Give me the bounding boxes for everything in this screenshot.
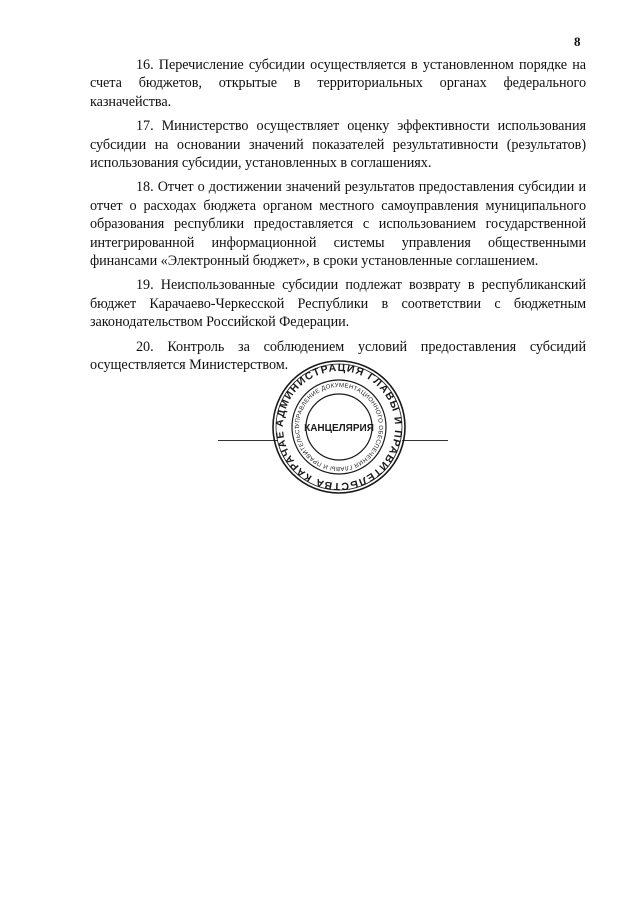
page-number: 8: [574, 34, 581, 49]
paragraph-18: 18. Отчет о достижении значений результатов предоставления субсидии и отчет о расходах бюджета органом местного самоуправления муниципального образования республики предоставляется с использованием государственной интегрированной информационной системы управления общественными финансами «Электронный бюджет», в сроки установленные соглашением.: [90, 179, 586, 270]
signature-line-left: [218, 440, 278, 441]
official-seal-stamp: [270, 358, 408, 496]
signature-line-right: [402, 440, 448, 441]
paragraph-20: 20. Контроль за соблюдением условий предоставления субсидий осуществляется Министерством.: [90, 338, 586, 374]
paragraph-17: 17. Министерство осуществляет оценку эффективности использования субсидии на основании значений показателей результативности (результатов) использования субсидии, установленных в соглашениях.: [90, 118, 586, 172]
paragraph-19: 19. Неиспользованные субсидии подлежат возврату в республиканский бюджет Карачаево-Черкесской Республики в соответствии с бюджетным законодательством Российской Федерации.: [90, 277, 586, 331]
seal-center-text: КАНЦЕЛЯРИЯ: [304, 423, 374, 434]
seal-outer-text: АДМИНИСТРАЦИЯ ГЛАВЫ И ПРАВИТЕЛЬСТВА КАРАЧАЕ: [273, 361, 405, 493]
seal-inner-text: УПРАВЛЕНИЕ ДОКУМЕНТАЦИОННОГО ОБЕСПЕЧЕНИЯ ГЛАВЫ И ПРАВИТЕЛЬСТ: [294, 382, 384, 472]
document-body: [90, 56, 586, 381]
seal-graphic: [270, 358, 408, 496]
paragraph-16: 16. Перечисление субсидии осуществляется в установленном порядке на счета бюджетов, открытые в территориальных органах федерального казначейства.: [90, 57, 586, 110]
